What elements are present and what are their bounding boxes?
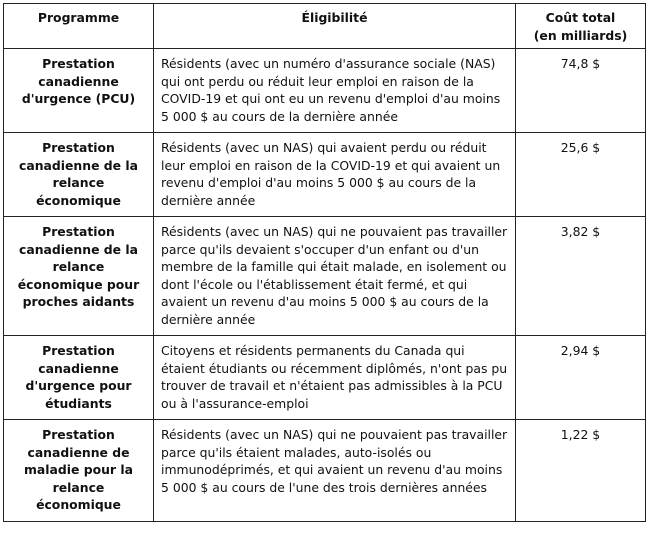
table-row xyxy=(4,217,646,336)
header-cost xyxy=(516,4,646,49)
programme-cell: Prestation canadienne d'urgence pour étudiants xyxy=(4,336,154,420)
programme-cell: Prestation canadienne de la relance économique pour proches aidants xyxy=(4,217,154,336)
eligibility-cell: Citoyens et résidents permanents du Canada qui étaient étudiants ou récemment diplômés, n'ont pas pu trouver de travail et n'étaient pas admissibles à la PCU ou à l'assurance-emploi xyxy=(154,336,516,420)
cost-cell: 1,22 $ xyxy=(516,420,646,522)
table-row xyxy=(4,133,646,217)
programme-cell: Prestation canadienne de la relance économique xyxy=(4,133,154,217)
table-header xyxy=(4,4,646,49)
table-row xyxy=(4,49,646,133)
table-row xyxy=(4,336,646,420)
header-eligibility: Éligibilité xyxy=(154,4,516,49)
programme-cell: Prestation canadienne de maladie pour la relance économique xyxy=(4,420,154,522)
cost-cell: 2,94 $ xyxy=(516,336,646,420)
benefits-table xyxy=(3,3,646,522)
eligibility-cell: Résidents (avec un numéro d'assurance sociale (NAS) qui ont perdu ou réduit leur emploi en raison de la COVID-19 et qui ont eu un revenu d'emploi d'au moins 5 000 $ au cours de la dernière année xyxy=(154,49,516,133)
header-cost-line2: (en milliards) xyxy=(533,27,628,43)
programme-cell: Prestation canadienne d'urgence (PCU) xyxy=(4,49,154,133)
header-row xyxy=(4,4,646,49)
header-cost-line1: Coût total xyxy=(545,10,616,25)
eligibility-cell: Résidents (avec un NAS) qui ne pouvaient pas travailler parce qu'ils devaient s'occuper d'un enfant ou d'un membre de la famille qui était malade, en isolement ou dont l'école ou l'établissement était fermé, et qui avaient un revenu d'au moins 5 000 $ au cours de la dernière année xyxy=(154,217,516,336)
cost-cell: 3,82 $ xyxy=(516,217,646,336)
table-row xyxy=(4,420,646,522)
cost-cell: 25,6 $ xyxy=(516,133,646,217)
table-body xyxy=(4,49,646,522)
eligibility-cell: Résidents (avec un NAS) qui avaient perdu ou réduit leur emploi en raison de la COVID-19 et qui avaient un revenu d'emploi d'au moins 5 000 $ au cours de la dernière année xyxy=(154,133,516,217)
cost-cell: 74,8 $ xyxy=(516,49,646,133)
header-programme: Programme xyxy=(4,4,154,49)
eligibility-cell: Résidents (avec un NAS) qui ne pouvaient pas travailler parce qu'ils étaient malades, auto-isolés ou immunodéprimés, et qui avaient un revenu d'au moins 5 000 $ au cours de l'une des trois dernières années xyxy=(154,420,516,522)
